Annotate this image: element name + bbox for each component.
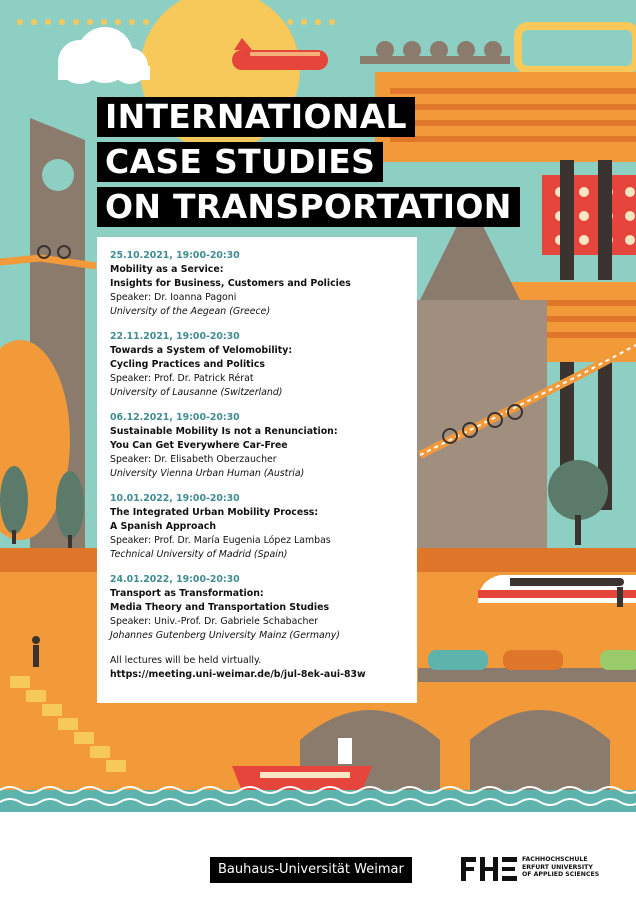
event-date: 25.10.2021, 19:00-20:30 [110, 250, 240, 261]
event-title: Cycling Practices and Politics [110, 359, 266, 370]
event-item [110, 492, 407, 562]
event-speaker: Speaker: Dr. Ioanna Pagoni [110, 292, 237, 303]
tree-icon [360, 41, 510, 64]
event-affiliation: Technical University of Madrid (Spain) [110, 549, 288, 560]
event-title: Transport as Transformation: [110, 588, 264, 599]
title-line-3: ON TRANSPORTATION [97, 187, 520, 227]
train-icon [478, 575, 636, 603]
fhe-line-2: ERFURT UNIVERSITY [522, 863, 593, 871]
event-speaker: Speaker: Dr. Elisabeth Oberzaucher [110, 454, 277, 465]
event-item [110, 330, 407, 400]
event-item [110, 573, 407, 643]
event-item [110, 249, 407, 319]
event-title: Media Theory and Transportation Studies [110, 602, 330, 613]
water [0, 790, 636, 812]
event-affiliation: University of the Aegean (Greece) [110, 306, 271, 317]
road [418, 668, 636, 682]
event-date: 24.01.2022, 19:00-20:30 [110, 574, 240, 585]
virtual-note [110, 654, 407, 682]
fhe-line-1: FACHHOCHSCHULE [522, 856, 588, 863]
event-title: Insights for Business, Customers and Policies [110, 278, 351, 289]
event-date: 22.11.2021, 19:00-20:30 [110, 331, 240, 342]
event-title: The Integrated Urban Mobility Process: [110, 507, 319, 518]
event-speaker: Speaker: Univ.-Prof. Dr. Gabriele Schabacher [110, 616, 319, 627]
fhe-wordmark [522, 856, 599, 879]
event-item [110, 411, 407, 481]
car-icon [428, 650, 636, 670]
title-line-1: INTERNATIONAL [97, 97, 415, 137]
event-date: 06.12.2021, 19:00-20:30 [110, 412, 240, 423]
event-title: A Spanish Approach [110, 521, 217, 532]
event-affiliation: University Vienna Urban Human (Austria) [110, 468, 305, 479]
event-title: Towards a System of Velomobility: [110, 345, 293, 356]
title-line-2: CASE STUDIES [97, 142, 383, 182]
fhe-line-3: OF APPLIED SCIENCES [522, 871, 600, 879]
note-text: All lectures will be held virtually. [110, 655, 262, 666]
event-title: You Can Get Everywhere Car-Free [110, 440, 288, 451]
meeting-link[interactable]: https://meeting.uni-weimar.de/b/jul-8ek-aui-83w [110, 669, 366, 680]
event-speaker: Speaker: Prof. Dr. Patrick Rérat [110, 373, 254, 384]
fhe-logo-icon [461, 855, 517, 883]
event-title: Sustainable Mobility Is not a Renunciation: [110, 426, 338, 437]
event-title: Mobility as a Service: [110, 264, 224, 275]
event-speaker: Speaker: Prof. Dr. María Eugenia López Lambas [110, 535, 331, 546]
event-affiliation: University of Lausanne (Switzerland) [110, 387, 283, 398]
event-date: 10.01.2022, 19:00-20:30 [110, 493, 240, 504]
event-affiliation: Johannes Gutenberg University Mainz (Germany) [110, 630, 340, 641]
tower-window [42, 159, 74, 191]
bauhaus-logo: Bauhaus-Universität Weimar [210, 857, 412, 883]
program-card [97, 237, 417, 703]
